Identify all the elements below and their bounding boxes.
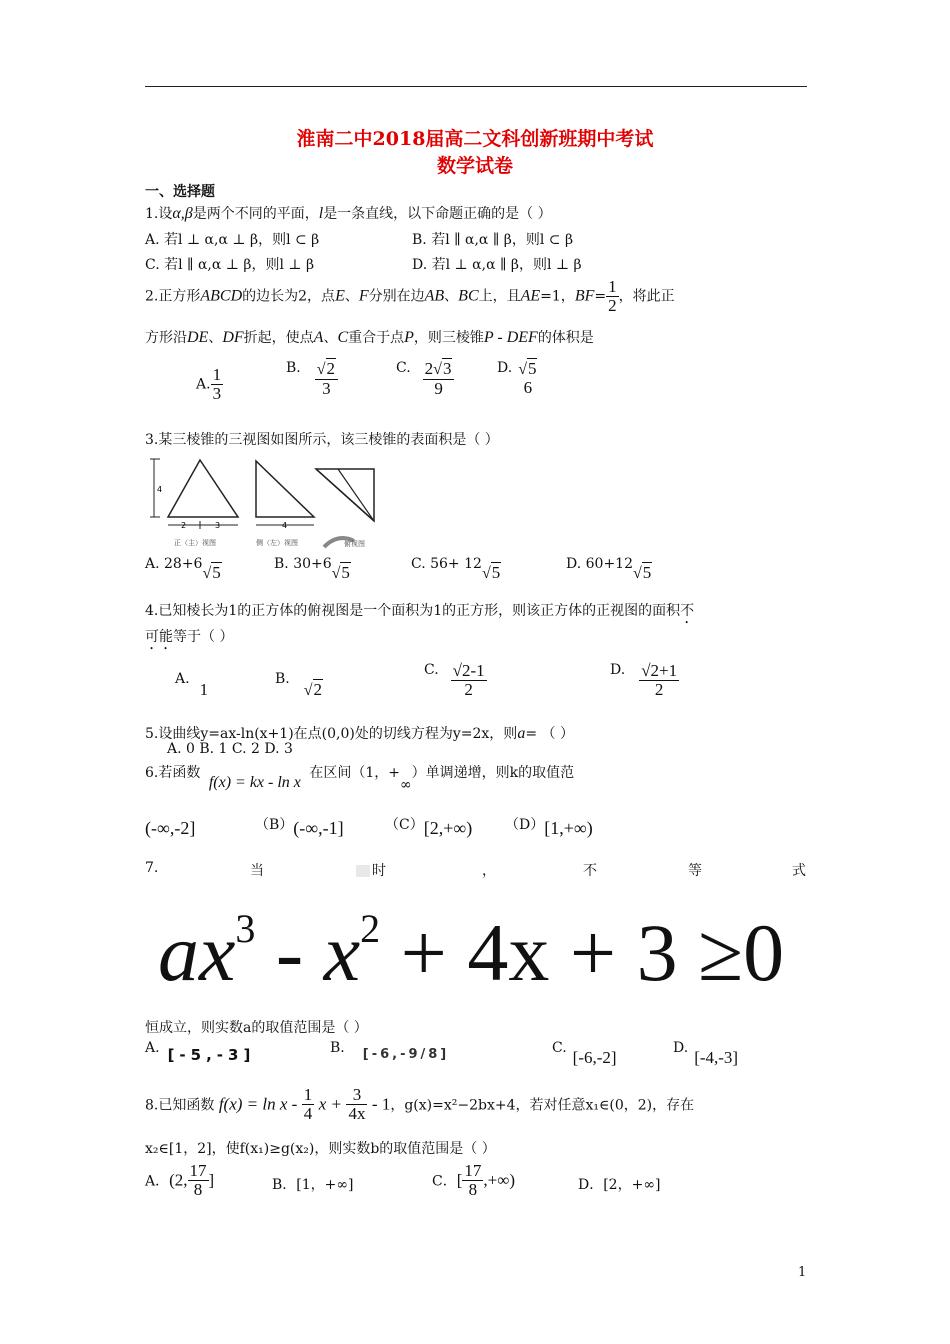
question-6-option-c: （C）[2,+∞) <box>385 817 473 838</box>
top-view-caption: 俯视图 <box>344 540 365 548</box>
missing-formula-image <box>356 865 370 877</box>
question-8-stem-line2: x₂∈[1，2]，使f(x₁)≥g(x₂)，则实数b的取值范围是（ ） <box>145 1141 496 1157</box>
question-8-option-c: C．[ $\frac{17}{8}$ ,+∞) <box>432 1161 516 1199</box>
question-2-option-d: D. √5 6 <box>497 359 537 397</box>
question-7-option-d: D. [-4,-3] <box>673 1040 739 1067</box>
question-3-option-d: D. 60+12√5 <box>566 556 652 582</box>
front-view-triangle <box>168 460 238 517</box>
three-view-figure <box>148 455 383 555</box>
question-4-option-d: D. $\frac{√2+1}{2}$ <box>610 661 678 699</box>
question-1-stem: 1.设α,β是两个不同的平面，l是一条直线，以下命题正确的是（ ） <box>145 205 552 222</box>
question-1-option-c: C. 若l ∥ α,α ⊥ β，则l ⊥ β <box>145 257 315 273</box>
side-view-triangle <box>256 461 314 517</box>
question-8-fraction-2: $\frac{3}{4x}$ <box>348 1085 366 1123</box>
question-1-option-a: A. 若l ⊥ α,α ⊥ β，则l ⊂ β <box>145 232 320 248</box>
question-7-word-1: 当 <box>250 863 264 879</box>
question-4-stem-line1: 4.已知棱长为1的正方体的俯视图是一个面积为1的正方形，则该正方体的正视图的面积不 <box>145 603 695 619</box>
question-7-inequality: $ax^3 - x^2 + 4x + 3 \ge 0$ <box>158 906 785 998</box>
front-width-2: 3 <box>215 521 221 530</box>
exam-title: 淮南二中2018届高二文科创新班期中考试 <box>296 128 654 150</box>
question-4-option-c: C. $\frac{√2-1}{2}$ <box>424 661 485 699</box>
question-2-option-c: C. $\frac{2√3}{9}$ <box>396 360 454 398</box>
question-5-options: A. 0 B. 1 C. 2 D. 3 <box>167 741 293 757</box>
section-heading: 一、选择题 <box>145 184 215 200</box>
header-rule <box>145 86 807 87</box>
question-4-stem-line2: 可能等于（ ） <box>145 629 234 645</box>
question-7-word-3: ， <box>482 863 496 879</box>
front-height-label: 4 <box>157 485 163 494</box>
question-1-option-d: D. 若l ⊥ α,α ∥ β，则l ⊥ β <box>412 257 582 273</box>
question-7-word-5: 等 <box>688 863 702 879</box>
question-8-option-b: B．[1，+∞] <box>272 1177 354 1193</box>
question-7-option-b: B. [-6,-9/8] <box>330 1040 450 1062</box>
question-8-option-d: D．[2，+∞] <box>578 1177 661 1193</box>
question-6-option-d: （D）[1,+∞) <box>505 817 593 838</box>
question-7-number: 7. <box>145 860 159 876</box>
question-1-option-b: B. 若l ∥ α,α ∥ β，则l ⊂ β <box>412 232 574 248</box>
question-8-fraction-1: $\frac{1}{4}$ <box>303 1085 313 1123</box>
question-7-word-6: 式 <box>792 863 806 879</box>
question-6-function: f(x) = kx - ln x <box>208 774 301 791</box>
question-2-option-a: A. $\frac{1}{3}$ <box>196 365 222 403</box>
question-4-option-b: B.√2 <box>275 671 323 699</box>
question-4-option-a: A.1 <box>175 671 209 699</box>
front-width-1: 2 <box>181 521 187 530</box>
question-6-option-b: （B）(-∞,-1] <box>255 817 344 838</box>
question-2-stem-line1: 2.正方形ABCD的边长为2，点E、F分别在边AB、BC上，且AE=1，BF= $\frac{1}{2}$ ，将此正 <box>145 277 675 315</box>
top-view-diagonal <box>316 469 374 521</box>
exam-subtitle: 数学试卷 <box>436 155 513 177</box>
question-5-stem: 5.设曲线y=ax-ln(x+1)在点(0,0)处的切线方程为y=2x，则a= （ ） <box>145 725 574 742</box>
question-2-stem-line2: 方形沿DE、DF折起，使点A、C重合于点P，则三棱锥P - DEF的体积是 <box>145 329 594 346</box>
question-7-stem: 恒成立，则实数a的取值范围是（ ） <box>145 1020 368 1036</box>
question-7-condition-placeholder: 时 <box>356 860 386 880</box>
top-view-inner-edge <box>338 469 374 521</box>
question-3-stem: 3.某三棱锥的三视图如图所示，该三棱锥的表面积是（ ） <box>145 432 499 448</box>
question-3-option-a: A. 28+6√5 <box>145 556 221 582</box>
question-3-option-c: C. 56+ 12√5 <box>411 556 501 582</box>
bf-fraction: $\frac{1}{2}$ <box>608 277 617 315</box>
question-7-option-c: C. [-6,-2] <box>552 1040 617 1067</box>
question-7-word-4: 不 <box>583 863 597 879</box>
question-8-stem-line1: 8.已知函数 f(x) = ln x - $\frac{1}{4}$ x + $\frac{3}{4x}$ - 1，g(x)=x²−2bx+4，若对任意x₁∈(0，2)，存在 <box>145 1085 695 1123</box>
side-view-caption: 侧（左）视图 <box>256 539 298 547</box>
front-view-caption: 正（主）视图 <box>174 539 216 547</box>
question-3-option-b: B. 30+6√5 <box>274 556 350 582</box>
question-8-option-a: A．(2, $\frac{17}{8}$ ] <box>145 1161 215 1199</box>
question-7-option-a: A. [-5,-3] <box>145 1040 256 1064</box>
question-6-stem: 6.若函数 f(x) = kx - ln x 在区间（1，+∞）单调递增，则k的取值范 <box>145 765 575 793</box>
page-number: 1 <box>798 1265 807 1280</box>
question-6-option-a: (-∞,-2] <box>145 818 196 838</box>
question-2-option-b: B. $\frac{√2}{3}$ <box>286 360 338 398</box>
side-width-label: 4 <box>282 521 288 530</box>
